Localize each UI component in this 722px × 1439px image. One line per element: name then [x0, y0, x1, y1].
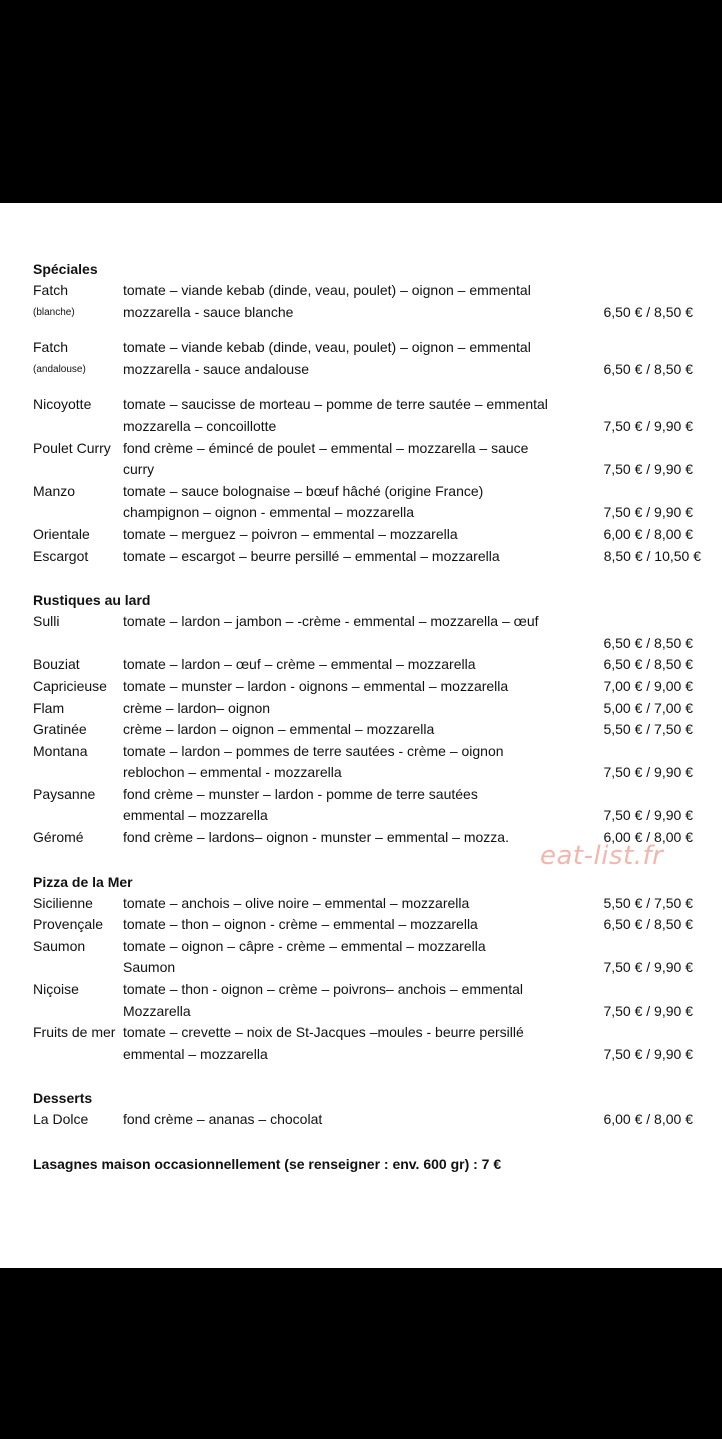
- menu-item-montana: [33, 741, 693, 784]
- menu-content: [33, 258, 701, 1175]
- menu-item-saumon: [33, 936, 693, 979]
- menu-page: [0, 203, 722, 1268]
- item-ingredients: fond crème – lardons– oignon - munster – emmental – mozza.: [123, 829, 509, 846]
- item-price: 6,50 € / 8,50 €: [603, 360, 693, 377]
- item-name: Sulli: [33, 613, 60, 630]
- item-ingredients: fond crème – émincé de poulet – emmental – mozzarella – sauce: [123, 439, 529, 456]
- menu-item-sulli: [33, 611, 693, 654]
- item-ingredients: Mozzarella: [123, 1002, 191, 1019]
- item-name: Escargot: [33, 547, 89, 564]
- item-price: 7,50 € / 9,90 €: [603, 764, 693, 781]
- item-price: 6,50 € / 8,50 €: [603, 634, 693, 651]
- item-name: Fruits de mer: [33, 1024, 116, 1041]
- item-ingredients: tomate – escargot – beurre persillé – emmental – mozzarella: [123, 547, 500, 564]
- item-price: 5,00 € / 7,00 €: [603, 699, 693, 716]
- menu-item-gratinee: [33, 719, 693, 741]
- item-ingredients: fond crème – ananas – chocolat: [123, 1111, 323, 1128]
- menu-item-paysanne: [33, 784, 693, 827]
- item-price: 6,00 € / 8,00 €: [603, 829, 693, 846]
- menu-item-flam: [33, 698, 693, 720]
- item-name: Fatch: [33, 339, 69, 356]
- menu-item-provencale: [33, 914, 693, 936]
- menu-item-manzo: [33, 481, 693, 524]
- item-name: Flam: [33, 699, 65, 716]
- item-price: 7,50 € / 9,90 €: [603, 417, 693, 434]
- item-name: Niçoise: [33, 981, 79, 998]
- item-price: 7,50 € / 9,90 €: [603, 807, 693, 824]
- item-name: Paysanne: [33, 785, 96, 802]
- item-ingredients: curry: [123, 461, 155, 478]
- item-price: 7,50 € / 9,90 €: [603, 504, 693, 521]
- item-ingredients: champignon – oignon - emmental – mozzarella: [123, 504, 415, 521]
- section-title-mer: Pizza de la Mer: [33, 873, 133, 890]
- lasagnes-note: Lasagnes maison occasionnellement (se renseigner : env. 600 gr) : 7 €: [33, 1156, 502, 1172]
- item-name: Montana: [33, 742, 88, 759]
- menu-item-poulet-curry: [33, 438, 693, 481]
- item-name: Capricieuse: [33, 677, 107, 694]
- item-name: Fatch: [33, 282, 69, 298]
- item-ingredients: tomate – munster – lardon - oignons – emmental – mozzarella: [123, 677, 509, 694]
- item-ingredients: tomate – thon - oignon – crème – poivrons– anchois – emmental: [123, 981, 524, 998]
- item-ingredients: emmental – mozzarella: [123, 807, 268, 824]
- item-ingredients: tomate – crevette – noix de St-Jacques –moules - beurre persillé: [123, 1024, 524, 1041]
- item-price: 7,50 € / 9,90 €: [603, 959, 693, 976]
- menu-item-fruits-de-mer: [33, 1022, 693, 1065]
- menu-item-la-dolce: [33, 1109, 693, 1131]
- item-ingredients: tomate – viande kebab (dinde, veau, poulet) – oignon – emmental: [123, 339, 531, 356]
- item-ingredients: tomate – saucisse de morteau – pomme de terre sautée – emmental: [123, 396, 548, 413]
- section-title-rustiques: Rustiques au lard: [33, 592, 151, 609]
- item-ingredients: tomate – thon – oignon - crème – emmental – mozzarella: [123, 916, 478, 933]
- section-title-speciales: Spéciales: [33, 261, 98, 277]
- item-price: 5,50 € / 7,50 €: [603, 894, 693, 911]
- item-ingredients: Saumon: [123, 959, 176, 976]
- menu-item-fatch-blanche: [33, 280, 693, 323]
- item-price: 7,50 € / 9,90 €: [603, 1045, 693, 1062]
- item-name: Saumon: [33, 937, 86, 954]
- top-black-bar: [0, 0, 722, 203]
- item-price: 8,50 € / 10,50 €: [603, 547, 701, 564]
- item-price: 6,00 € / 8,00 €: [603, 525, 693, 542]
- item-price: 7,00 € / 9,00 €: [603, 677, 693, 694]
- item-name: Géromé: [33, 829, 84, 846]
- item-price: 7,50 € / 9,90 €: [603, 1002, 693, 1019]
- item-ingredients: tomate – sauce bolognaise – bœuf hâché (origine France): [123, 482, 484, 499]
- bottom-black-bar: [0, 1268, 722, 1439]
- item-price: 6,00 € / 8,00 €: [603, 1111, 693, 1128]
- item-price: 5,50 € / 7,50 €: [603, 721, 693, 738]
- item-name: Poulet Curry: [33, 439, 111, 456]
- item-ingredients: tomate – oignon – câpre - crème – emmental – mozzarella: [123, 937, 486, 954]
- watermark-text: eat-list.fr: [540, 841, 664, 871]
- item-price: 7,50 € / 9,90 €: [603, 461, 693, 478]
- item-name: La Dolce: [33, 1111, 89, 1128]
- menu-item-nicoyotte: [33, 394, 693, 437]
- item-variant: (andalouse): [33, 363, 86, 375]
- item-ingredients: tomate – lardon – pommes de terre sautées - crème – oignon: [123, 742, 504, 759]
- item-price: 6,50 € / 8,50 €: [603, 303, 693, 320]
- item-price: 6,50 € / 8,50 €: [603, 916, 693, 933]
- item-ingredients: crème – lardon– oignon: [123, 699, 271, 716]
- menu-item-fatch-andalouse: [33, 337, 693, 380]
- item-price: 6,50 € / 8,50 €: [603, 656, 693, 673]
- menu-item-nicoise: [33, 979, 693, 1022]
- item-ingredients: tomate – merguez – poivron – emmental – mozzarella: [123, 525, 458, 542]
- item-name: Nicoyotte: [33, 396, 92, 413]
- item-name: Bouziat: [33, 656, 80, 673]
- item-ingredients: mozzarella – concoillotte: [123, 417, 277, 434]
- menu-item-sicilienne: [33, 893, 693, 915]
- item-ingredients: fond crème – munster – lardon - pomme de terre sautées: [123, 785, 478, 802]
- item-ingredients: tomate – viande kebab (dinde, veau, poulet) – oignon – emmental: [123, 282, 531, 298]
- item-ingredients: emmental – mozzarella: [123, 1045, 268, 1062]
- item-ingredients: tomate – lardon – œuf – crème – emmental – mozzarella: [123, 656, 476, 673]
- item-ingredients: mozzarella - sauce blanche: [123, 303, 294, 320]
- section-title-desserts: Desserts: [33, 1090, 93, 1107]
- menu-item-orientale: [33, 524, 693, 546]
- item-variant: (blanche): [33, 306, 75, 318]
- item-name: Sicilienne: [33, 894, 93, 911]
- item-ingredients: tomate – anchois – olive noire – emmental – mozzarella: [123, 894, 470, 911]
- item-ingredients: crème – lardon – oignon – emmental – mozzarella: [123, 721, 435, 738]
- item-ingredients: tomate – lardon – jambon – -crème - emmental – mozzarella – œuf: [123, 613, 539, 630]
- item-name: Provençale: [33, 916, 104, 933]
- item-name: Gratinée: [33, 721, 87, 738]
- menu-item-capricieuse: [33, 676, 693, 698]
- item-name: Orientale: [33, 525, 90, 542]
- item-name: Manzo: [33, 482, 76, 499]
- menu-item-bouziat: [33, 654, 693, 676]
- item-ingredients: reblochon – emmental - mozzarella: [123, 764, 342, 781]
- item-ingredients: mozzarella - sauce andalouse: [123, 360, 309, 377]
- menu-item-escargot: [33, 546, 701, 568]
